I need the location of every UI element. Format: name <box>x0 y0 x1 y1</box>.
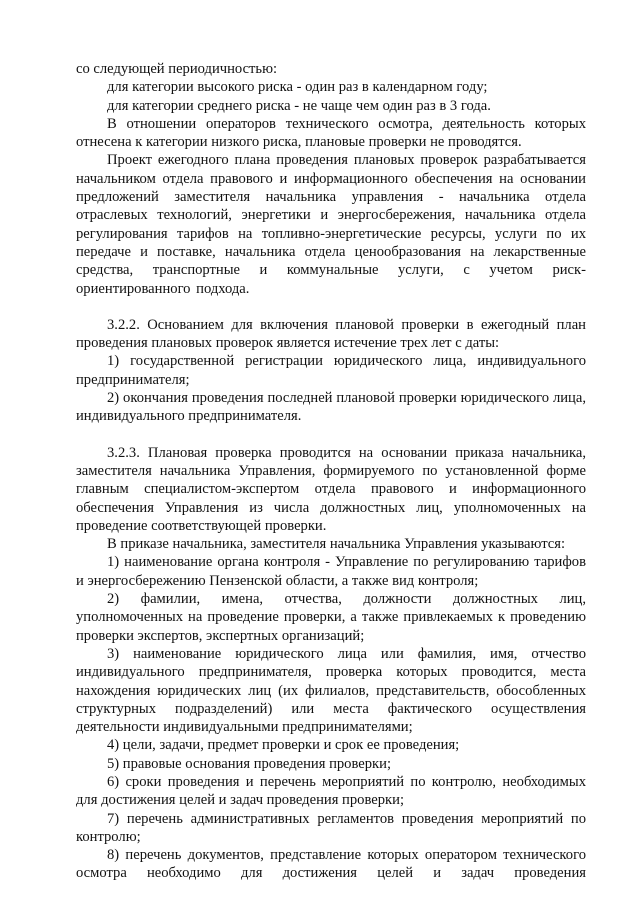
order-item-3: 3) наименование юридического лица или фамилия, имя, отчество индивидуального предпринимателя, проверка которых проводится, места нахождения юридических лиц (их филиалов, представительств, обособленных структурных подразделений) или места фактического осуществления деятельности индивидуальными предпринимателями; <box>76 645 586 736</box>
order-item-5: 5) правовые основания проведения проверки; <box>107 755 392 772</box>
order-item-2: 2) фамилии, имена, отчества, должности должностных лиц, уполномоченных на проведение проверки, а также привлекаемых к проведению проверки экспертов, экспертных организаций; <box>76 591 586 644</box>
paragraph-medium-risk: для категории среднего риска - не чаще чем один раз в 3 года. <box>107 97 491 114</box>
paragraph-3-2-2: 3.2.2. Основанием для включения плановой проверки в ежегодный план проведения плановых проверок является истечение трех лет с даты: <box>76 316 586 352</box>
spacer <box>76 298 586 316</box>
paragraph-3-2-2-item-2: 2) окончания проведения последней плановой проверки юридического лица, индивидуального предпринимателя. <box>76 390 586 425</box>
order-item-4: 4) цели, задачи, предмет проверки и срок ее проведения; <box>107 737 460 754</box>
order-item-6: 6) сроки проведения и перечень мероприятий по контролю, необходимых для достижения целей и задач проведения проверки; <box>76 773 586 809</box>
paragraph-low-risk: В отношении операторов технического осмотра, деятельность которых отнесена к категории низкого риска, плановые проверки не проводятся. <box>76 115 586 151</box>
paragraph-high-risk: для категории высокого риска - один раз в календарном году; <box>107 79 488 96</box>
spacer <box>76 426 586 444</box>
paragraph-intro: со следующей периодичностью: <box>76 61 278 77</box>
paragraph-3-2-3: 3.2.3. Плановая проверка проводится на основании приказа начальника, заместителя начальника Управления, формируемого по установленной форме главным специалистом-экспертом отдела правового и информационного обеспечения Управления из числа должностных лиц, уполномоченных на проведение соответствующей проверки. <box>76 444 586 534</box>
document-page <box>76 60 586 883</box>
paragraph-plan-project: Проект ежегодного плана проведения плановых проверок разрабатывается начальником отдела правового и информационного обеспечения на основании предложений заместителя начальника управления - начальника отдела отраслевых технологий, энергетики и энергосбережения, начальника отдела регулирования тарифов на топливно-энергетические ресурсы, услуги по их передаче и поставке, начальника отдела ценообразования на лекарственные средства, транспортные и коммунальные услуги, с учетом риск-ориентированного подхода. <box>76 152 586 297</box>
order-item-7: 7) перечень административных регламентов проведения мероприятий по контролю; <box>76 810 586 845</box>
paragraph-3-2-2-item-1: 1) государственной регистрации юридического лица, индивидуального предпринимателя; <box>76 353 586 388</box>
order-item-8: 8) перечень документов, представление которых оператором технического осмотра необходимо для достижения целей и задач проведения <box>76 847 586 882</box>
order-item-1: 1) наименование органа контроля - Управление по регулированию тарифов и энергосбережению Пензенской области, а также вид контроля; <box>76 554 586 589</box>
paragraph-order-intro: В приказе начальника, заместителя начальника Управления указываются: <box>107 536 566 553</box>
